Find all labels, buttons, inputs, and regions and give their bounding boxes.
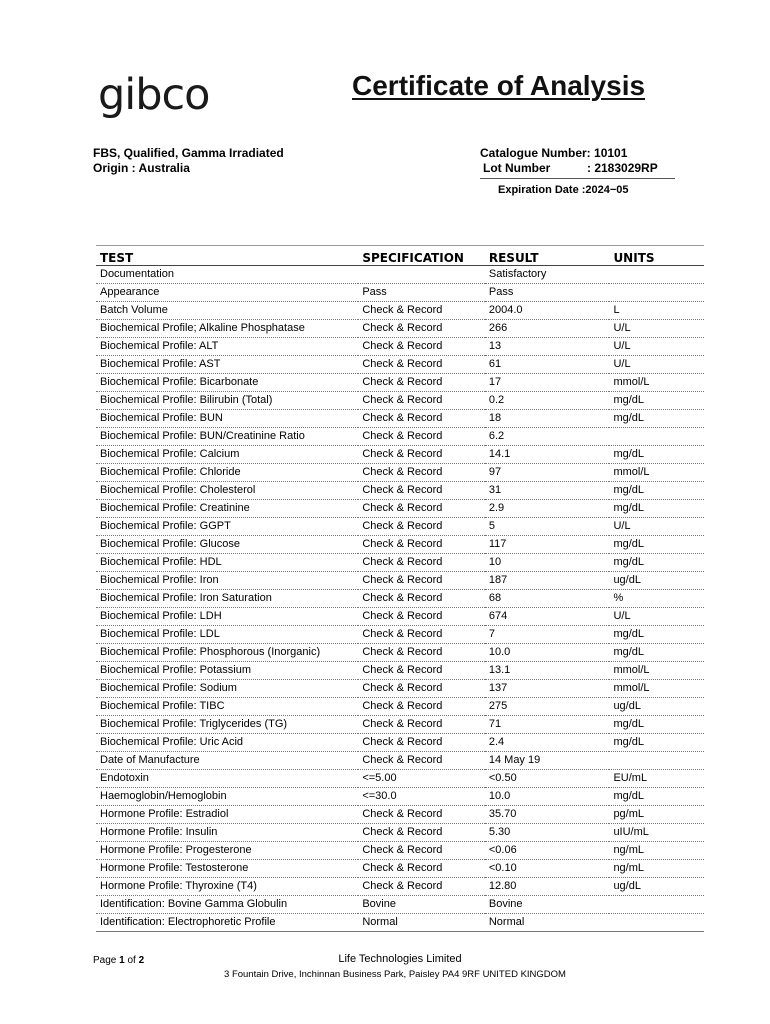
table-row [96,320,704,338]
cell-test: Haemoglobin/Hemoglobin [96,788,358,806]
cell-test: Hormone Profile: Thyroxine (T4) [96,878,358,896]
catalogue-label: Catalogue Number: [480,146,591,160]
cell-result: 0.2 [485,392,610,410]
cell-test: Biochemical Profile: Sodium [96,680,358,698]
table-row [96,482,704,500]
table-row [96,842,704,860]
cell-result: <0.50 [485,770,610,788]
cell-units: mg/dL [609,626,704,644]
page-prefix: Page [93,955,120,966]
table-row [96,572,704,590]
cell-result: 674 [485,608,610,626]
cell-specification: Check & Record [358,824,485,842]
table-row [96,716,704,734]
table-header-row [96,246,704,266]
cell-test: Hormone Profile: Estradiol [96,806,358,824]
cell-result: 13.1 [485,662,610,680]
cell-units: U/L [609,338,704,356]
cell-units: ug/dL [609,572,704,590]
cell-units [609,914,704,932]
cell-result: Normal [485,914,610,932]
cell-specification: <=5.00 [358,770,485,788]
cell-test: Biochemical Profile: AST [96,356,358,374]
cell-units [609,896,704,914]
column-header-specification: SPECIFICATION [358,246,485,266]
cell-specification: Check & Record [358,410,485,428]
table-row [96,896,704,914]
cell-specification: Bovine [358,896,485,914]
cell-specification: Check & Record [358,860,485,878]
cell-result: 35.70 [485,806,610,824]
page-of: of [124,955,139,966]
cell-specification: Check & Record [358,698,485,716]
cell-specification: Check & Record [358,392,485,410]
table-row [96,590,704,608]
table-row [96,518,704,536]
cell-units: U/L [609,608,704,626]
cell-test: Biochemical Profile: TIBC [96,698,358,716]
cell-test: Hormone Profile: Insulin [96,824,358,842]
cell-test: Biochemical Profile: LDH [96,608,358,626]
cell-result: 10.0 [485,788,610,806]
table-row [96,392,704,410]
table-row [96,608,704,626]
product-origin: Origin : Australia [93,161,190,175]
cell-test: Endotoxin [96,770,358,788]
column-header-units: UNITS [609,246,704,266]
cell-specification: Check & Record [358,626,485,644]
cell-test: Biochemical Profile: Creatinine [96,500,358,518]
cell-result: 7 [485,626,610,644]
cell-result: Bovine [485,896,610,914]
cell-result: 10 [485,554,610,572]
cell-specification: Normal [358,914,485,932]
cell-specification: Check & Record [358,518,485,536]
table-row [96,302,704,320]
cell-result: Pass [485,284,610,302]
cell-specification: Check & Record [358,428,485,446]
cell-result: 117 [485,536,610,554]
cell-result: 2.4 [485,734,610,752]
cell-specification: Check & Record [358,374,485,392]
cell-specification: Check & Record [358,590,485,608]
table-row [96,536,704,554]
table-row [96,500,704,518]
cell-units: EU/mL [609,770,704,788]
cell-result: 68 [485,590,610,608]
cell-units: L [609,302,704,320]
cell-test: Biochemical Profile: Glucose [96,536,358,554]
cell-test: Biochemical Profile; Alkaline Phosphatase [96,320,358,338]
cell-result: 187 [485,572,610,590]
table-row [96,626,704,644]
cell-test: Biochemical Profile: BUN/Creatinine Ratio [96,428,358,446]
cell-result: <0.06 [485,842,610,860]
cell-units: mg/dL [609,788,704,806]
catalogue-number: 10101 [594,146,628,160]
cell-test: Biochemical Profile: Iron Saturation [96,590,358,608]
cell-specification: Check & Record [358,734,485,752]
lot-number: : 2183029RP [587,161,658,175]
company-name: Life Technologies Limited [338,953,462,965]
cell-specification: Check & Record [358,482,485,500]
cell-specification: Check & Record [358,554,485,572]
table-row [96,356,704,374]
cell-result: 137 [485,680,610,698]
page-current: 1 [119,955,125,966]
cell-result: Satisfactory [485,266,610,284]
cell-units: mg/dL [609,446,704,464]
cell-specification: Check & Record [358,320,485,338]
cell-units [609,752,704,770]
table-row [96,266,704,284]
table-row [96,698,704,716]
cell-test: Appearance [96,284,358,302]
cell-specification: Check & Record [358,464,485,482]
cell-specification: Check & Record [358,716,485,734]
table-row [96,374,704,392]
table-row [96,284,704,302]
cell-units: mg/dL [609,644,704,662]
company-address: 3 Fountain Drive, Inchinnan Business Park, Paisley PA4 9RF UNITED KINGDOM [224,969,566,980]
cell-units: mg/dL [609,410,704,428]
lot-label: Lot Number [483,161,551,175]
cell-specification: Check & Record [358,680,485,698]
cell-units: mmol/L [609,464,704,482]
table-row [96,914,704,932]
results-body [96,266,704,932]
cell-test: Biochemical Profile: Cholesterol [96,482,358,500]
cell-test: Biochemical Profile: Iron [96,572,358,590]
cell-specification: Check & Record [358,338,485,356]
table-row [96,860,704,878]
column-header-test: TEST [96,246,358,266]
cell-specification: Check & Record [358,446,485,464]
cell-test: Batch Volume [96,302,358,320]
cell-result: 97 [485,464,610,482]
cell-specification: Check & Record [358,536,485,554]
product-name: FBS, Qualified, Gamma Irradiated [93,146,284,160]
cell-units: pg/mL [609,806,704,824]
cell-result: 13 [485,338,610,356]
expiration-date: Expiration Date :2024−05 [498,184,629,196]
gibco-logo: gibco [98,70,210,120]
cell-units: mmol/L [609,680,704,698]
cell-units: mg/dL [609,482,704,500]
cell-units: mmol/L [609,662,704,680]
cell-units: ug/dL [609,698,704,716]
cell-units [609,428,704,446]
cell-units: ng/mL [609,860,704,878]
cell-test: Hormone Profile: Progesterone [96,842,358,860]
cell-test: Biochemical Profile: Potassium [96,662,358,680]
table-row [96,662,704,680]
cell-result: 2.9 [485,500,610,518]
cell-units: ug/dL [609,878,704,896]
table-row [96,410,704,428]
table-row [96,788,704,806]
cell-test: Biochemical Profile: GGPT [96,518,358,536]
cell-specification: Check & Record [358,752,485,770]
cell-units: uIU/mL [609,824,704,842]
table-row [96,806,704,824]
table-row [96,770,704,788]
cell-units: U/L [609,320,704,338]
cell-result: 18 [485,410,610,428]
cell-test: Biochemical Profile: Uric Acid [96,734,358,752]
cell-result: 71 [485,716,610,734]
cell-specification: Check & Record [358,878,485,896]
table-row [96,734,704,752]
cell-result: 31 [485,482,610,500]
cell-result: 5.30 [485,824,610,842]
table-row [96,338,704,356]
cell-specification: Check & Record [358,608,485,626]
cell-result: 12.80 [485,878,610,896]
cell-test: Biochemical Profile: HDL [96,554,358,572]
cell-units: mg/dL [609,554,704,572]
cell-units [609,266,704,284]
cell-result: 17 [485,374,610,392]
cell-test: Identification: Bovine Gamma Globulin [96,896,358,914]
table-row [96,878,704,896]
cell-specification [358,266,485,284]
header-divider [480,178,675,179]
cell-specification: Check & Record [358,644,485,662]
cell-units: mg/dL [609,716,704,734]
table-row [96,680,704,698]
cell-result: 2004.0 [485,302,610,320]
cell-result: <0.10 [485,860,610,878]
cell-units: mg/dL [609,536,704,554]
page-total: 2 [138,955,145,966]
cell-specification: Check & Record [358,302,485,320]
cell-units: ng/mL [609,842,704,860]
cell-result: 61 [485,356,610,374]
cell-result: 6.2 [485,428,610,446]
cell-test: Hormone Profile: Testosterone [96,860,358,878]
cell-units: mg/dL [609,734,704,752]
cell-test: Biochemical Profile: Bilirubin (Total) [96,392,358,410]
cell-specification: <=30.0 [358,788,485,806]
cell-units: U/L [609,356,704,374]
cell-units: U/L [609,518,704,536]
cell-result: 275 [485,698,610,716]
cell-specification: Pass [358,284,485,302]
cell-specification: Check & Record [358,572,485,590]
cell-result: 266 [485,320,610,338]
cell-test: Biochemical Profile: Chloride [96,464,358,482]
cell-test: Biochemical Profile: Bicarbonate [96,374,358,392]
cell-units: mg/dL [609,392,704,410]
cell-specification: Check & Record [358,842,485,860]
cell-test: Biochemical Profile: Calcium [96,446,358,464]
cell-specification: Check & Record [358,806,485,824]
page-title: Certificate of Analysis [352,70,646,101]
cell-test: Biochemical Profile: Triglycerides (TG) [96,716,358,734]
cell-units [609,284,704,302]
table-row [96,554,704,572]
cell-specification: Check & Record [358,662,485,680]
cell-result: 5 [485,518,610,536]
table-row [96,446,704,464]
cell-test: Date of Manufacture [96,752,358,770]
table-row [96,824,704,842]
table-row [96,464,704,482]
cell-test: Biochemical Profile: BUN [96,410,358,428]
cell-specification: Check & Record [358,356,485,374]
cell-units: % [609,590,704,608]
cell-specification: Check & Record [358,500,485,518]
results-table [96,245,704,932]
cell-units: mmol/L [609,374,704,392]
cell-test: Biochemical Profile: Phosphorous (Inorganic) [96,644,358,662]
cell-test: Biochemical Profile: ALT [96,338,358,356]
cell-test: Documentation [96,266,358,284]
product-info [93,146,284,176]
cell-result: 10.0 [485,644,610,662]
cell-result: 14 May 19 [485,752,610,770]
cell-test: Biochemical Profile: LDL [96,626,358,644]
table-row [96,644,704,662]
cell-test: Identification: Electrophoretic Profile [96,914,358,932]
catalogue-info [480,146,658,176]
table-row [96,428,704,446]
table-row [96,752,704,770]
column-header-result: RESULT [485,246,610,266]
cell-result: 14.1 [485,446,610,464]
cell-units: mg/dL [609,500,704,518]
